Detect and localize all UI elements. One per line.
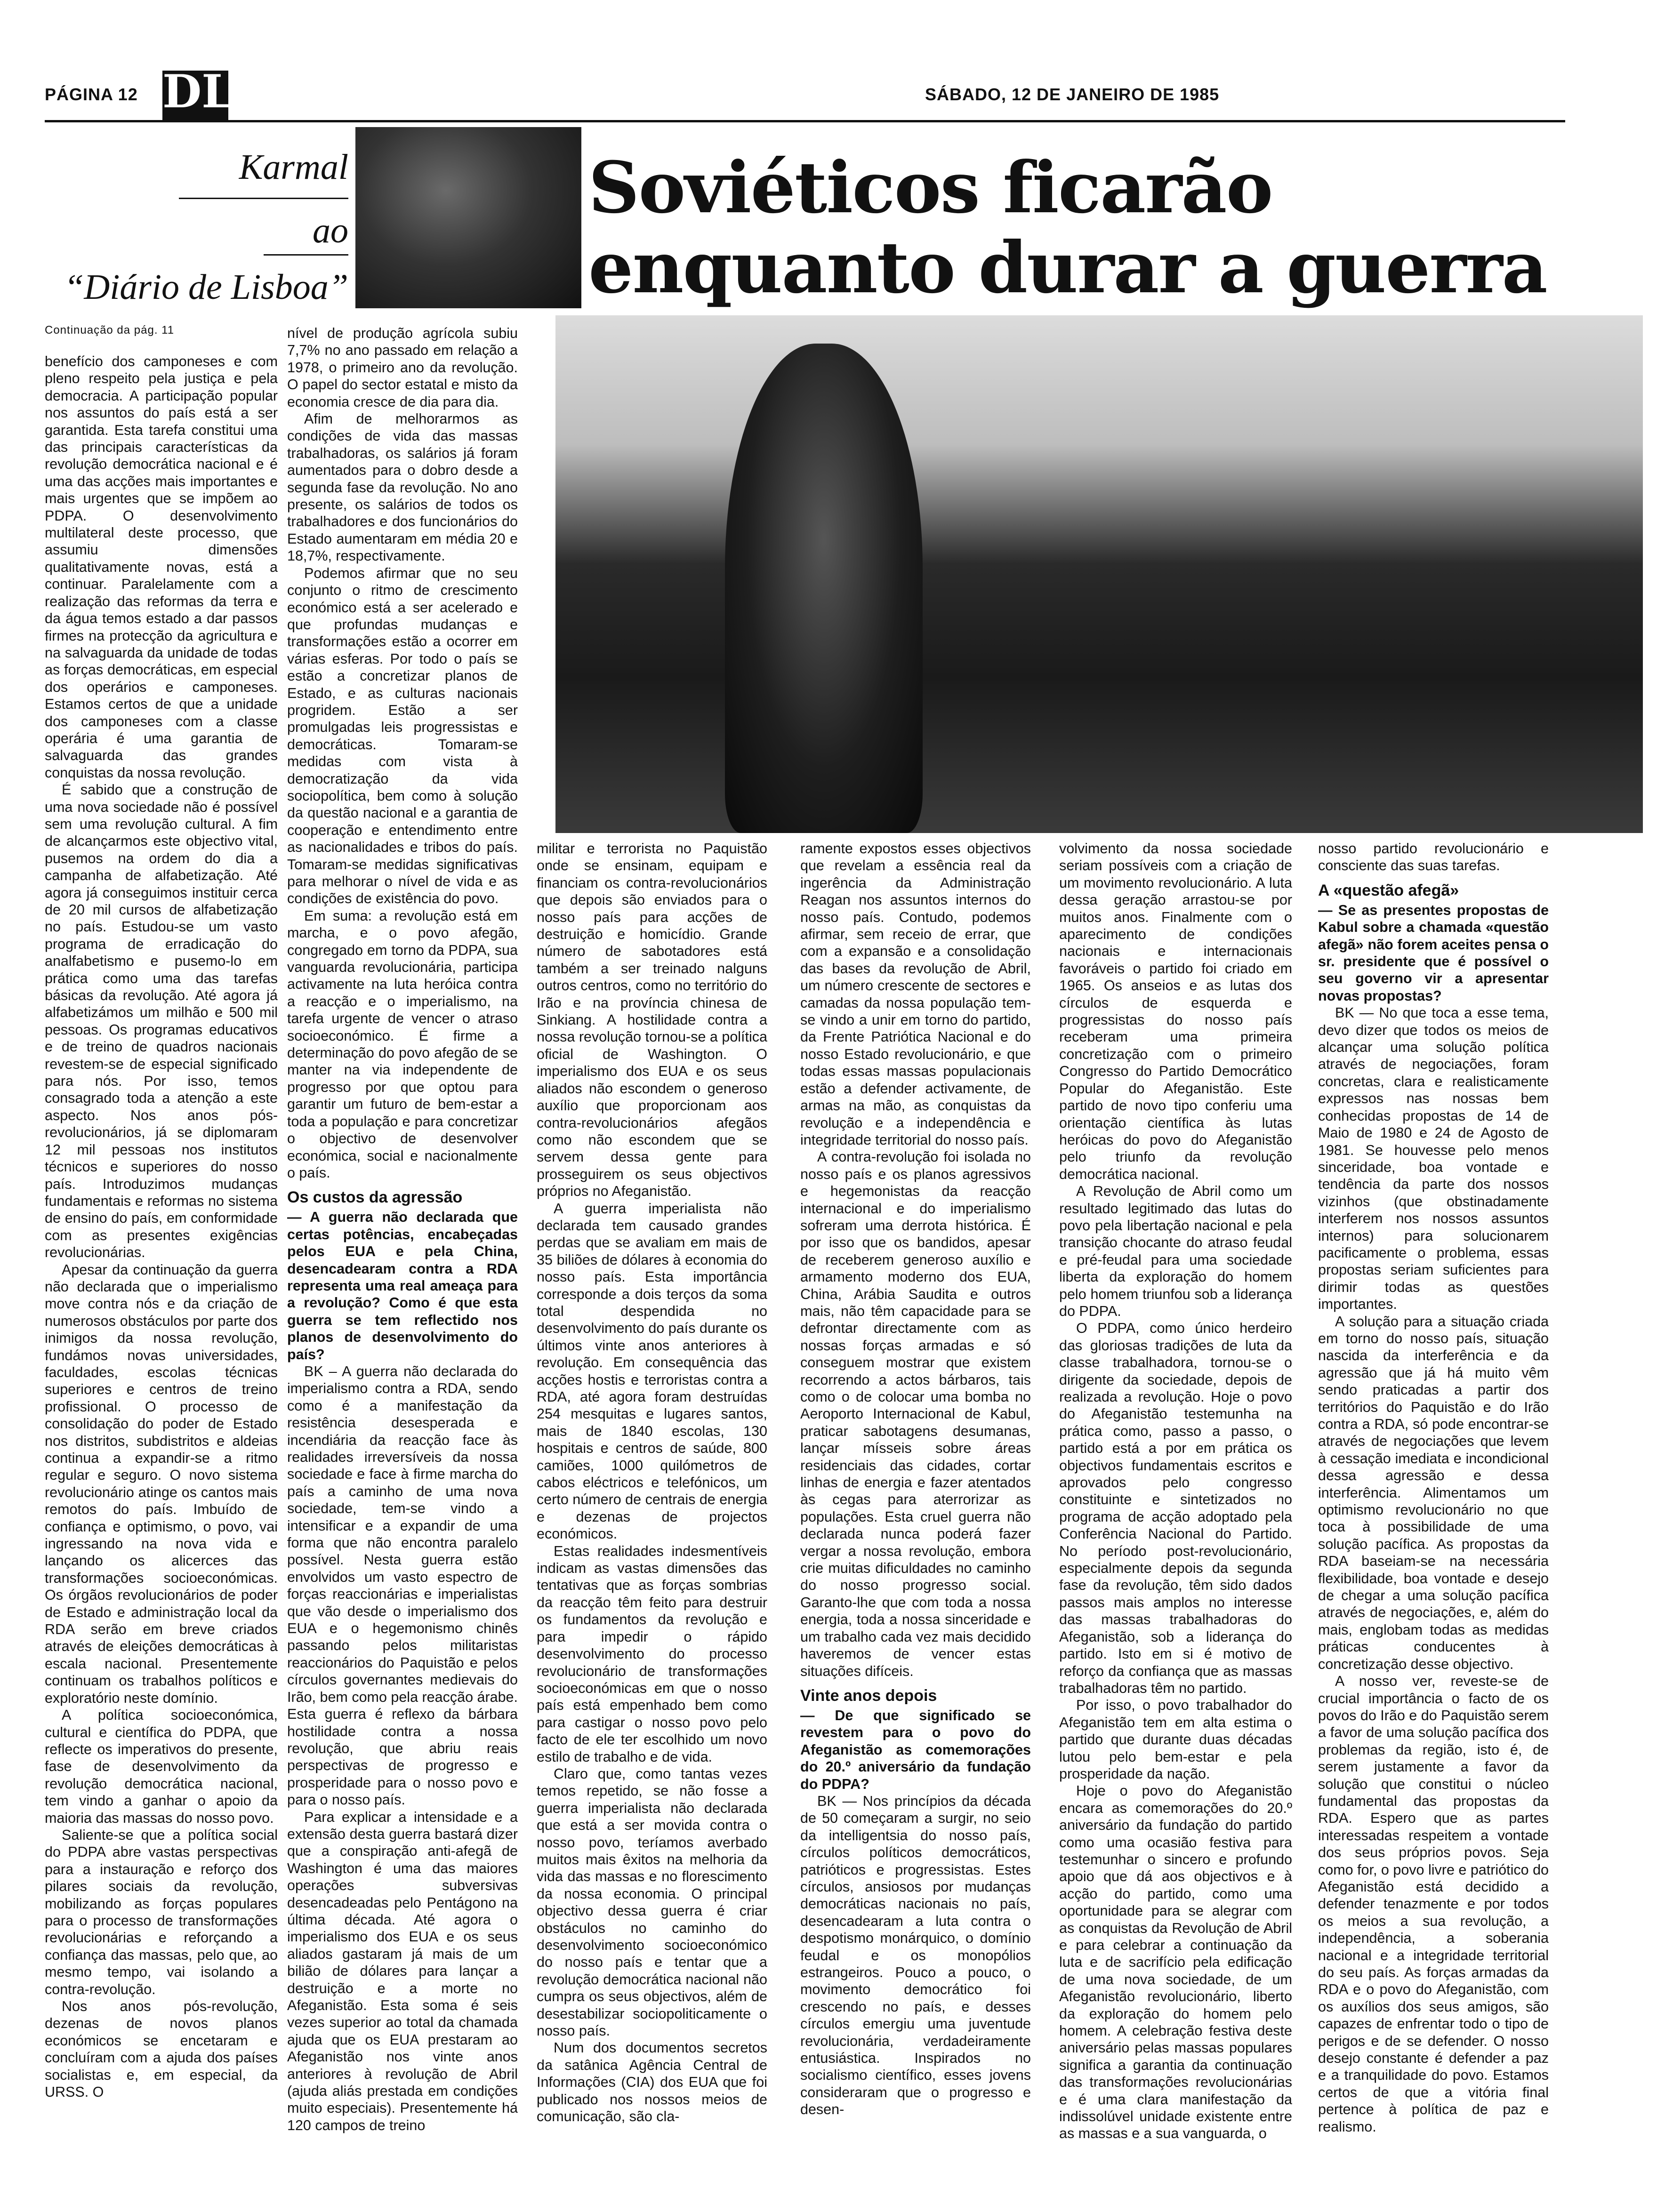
col1-para-1: benefício dos camponeses e com pleno respeito pela justiça e pela democracia. A participação popular nos assuntos do país está a ser garantida. Esta tarefa constitui uma das principais características da revolução democrática nacional e é uma das acções mais importantes e mais urgentes que se impõem ao PDPA. O desenvolvimento multilateral deste processo, que assumiu dimensões qualitativamente novas, está a continuar. Paralelamente com a realização das reformas da terra e da água temos estado a dar passos firmes na protecção da agricultura e na salvaguarda da unidade de todas as forças democráticas, em especial dos operários e camponeses. Estamos certos de que a unidade dos camponeses com a classe operária é uma garantia de salvaguarda das grandes conquistas da nossa revolução. xyxy=(45,353,278,781)
col1-para-4: A política socioeconómica, cultural e científica do PDPA, que reflecte os imperativos do presente, fase de desenvolvimento da revolução democrática nacional, tem vindo a ganhar o apoio da maioria das massas do nosso povo. xyxy=(45,1707,278,1826)
col3-para-5: Num dos documentos secretos da satânica Agência Central de Informações (CIA) dos EUA que foi publicado nos nossos meios de comunicação, são cla- xyxy=(537,2040,767,2125)
col1-para-6: Nos anos pós-revolução, dezenas de novos planos económicos se encetaram e concluíram com a ajuda dos países socialistas e, em especial, da URSS. O xyxy=(45,1998,278,2100)
question-vinte-anos: — De que significado se revestem para o povo do Afeganistão as comemorações do 20.º aniversário da fundação do PDPA? xyxy=(800,1707,1031,1792)
col1-para-2: É sabido que a construção de uma nova sociedade não é possível sem uma revolução cultural. A fim de alcançarmos este objectivo vital, pusemos na ordem do dia a campanha de alfabetização. Até agora já conseguimos instituir cerca de 20 mil cursos de alfabetização no país. Estudou-se um vasto programa de erradicação do analfabetismo e pusemo-lo em prática como uma das tarefas básicas da revolução. Até agora já alfabetizámos um milhão e 500 mil pessoas. Os programas educativos e de treino de quadros nacionais revestem-se de especial significado para nós. Por isso, temos consagrado toda a atenção a este aspecto. Nos anos pós-revolucionários, já se diplomaram 12 mil pessoas nos institutos técnicos e superiores do nosso país. Introduzimos mudanças fundamentais e reformas no sistema de ensino do país, em conformidade com as presentes exigências revolucionárias. xyxy=(45,782,278,1261)
article-column-3 xyxy=(537,840,767,2179)
col2-para-6: Para explicar a intensidade e a extensão desta guerra bastará dizer que a conspiração anti-afegã de Washington é uma das maiores operações subversivas desencadeadas pelo Pentágono na última década. Até agora o imperialismo dos EUA e os seus aliados gastaram já mais de um bilião de dólares para lançar a destruição e a morte no Afeganistão. Esta soma é seis vezes superior ao total da chamada ajuda que os EUA prestaram ao Afeganistão nos vinte anos anteriores à revolução de Abril (ajuda aliás prestada em condições muito especiais). Presentemente há 120 campos de treino xyxy=(287,1809,518,2133)
kicker-underline-2 xyxy=(264,254,348,256)
headline-line-1: Soviéticos ficarão xyxy=(588,146,1272,229)
main-photo xyxy=(555,315,1643,833)
question-questao-afega: — Se as presentes propostas de Kabul sobre a chamada «questão afegã» não forem aceites pensa o sr. presidente que é possível o seu governo vir a apresentar novas propostas? xyxy=(1318,902,1549,1004)
newspaper-logo: DL xyxy=(162,71,228,122)
portrait-photo xyxy=(355,127,581,308)
col4-para-1: ramente expostos esses objectivos que revelam a essência real da ingerência da Administração Reagan nos assuntos internos do nosso país. Contudo, podemos afirmar, sem receio de errar, que com a expansão e a consolidação das bases da revolução de Abril, um número crescente de sectores e camadas da nossa população tem-se vindo a unir em torno do partido, da Frente Patriótica Nacional e do nosso Estado revolucionário, e que todas essas massas populacionais estão a defender activamente, de armas na mão, as conquistas da revolução e a independência e integridade territorial do nosso país. xyxy=(800,841,1031,1148)
col5-para-1: volvimento da nossa sociedade seriam possíveis com a criação de um movimento revolucionário. A luta dessa geração arrastou-se por muitos anos. Finalmente com o aparecimento de condições nacionais e internacionais favoráveis o partido foi criado em 1965. Os anseios e as lutas dos círculos de esquerda e progressistas do nosso país receberam uma primeira concretização com o primeiro Congresso do Partido Democrático Popular do Afeganistão. Este partido de novo tipo conferiu uma orientação científica às lutas heróicas do povo do Afeganistão pelo triunfo da revolução democrática nacional. xyxy=(1059,841,1292,1182)
col4-para-3: BK — Nos princípios da década de 50 começaram a surgir, no seio da intelligentsia do nosso país, círculos políticos democráticos, patrióticos e progressistas. Estes círculos, ansiosos por mudanças democráticas nacionais no país, desencadearam a luta contra o despotismo monárquico, o domínio feudal e os monopólios estrangeiros. Pouco a pouco, o movimento democrático foi crescendo no país, e desses círculos emergiu uma juventude revolucionária, verdadeiramente entusiástica. Inspirados no socialismo científico, esses jovens consideraram que o progresso e desen- xyxy=(800,1793,1031,2118)
col3-para-4: Claro que, como tantas vezes temos repetido, se não fosse a guerra imperialista não declarada que está a ser movida contra o nosso povo, teríamos averbado muitos mais êxitos na melhoria da vida das massas e no florescimento da nossa economia. O principal objectivo dessa guerra é criar obstáculos no caminho do desenvolvimento socioeconómico do nosso país e tentar que a revolução democrática nacional não cumpra os seus objectivos, além de desestabilizar sociopoliticamente o nosso país. xyxy=(537,1765,767,2039)
question-custos: — A guerra não declarada que certas potências, encabeçadas pelos EUA e pela China, desencadearam contra a RDA representa uma real ameaça para a revolução? Como é que esta guerra se tem reflectido nos planos de desenvolvimento do país? xyxy=(287,1209,518,1362)
col3-para-2: A guerra imperialista não declarada tem causado grandes perdas que se avaliam em mais de 35 biliões de dólares à economia do nosso país. Esta importância corresponde a dois terços da soma total despendida no desenvolvimento do país durante os últimos vinte anos anteriores à revolução. Em consequência das acções hostis e terroristas contra a RDA, até agora foram destruídas 254 mesquitas e lugares santos, mais de 1840 escolas, 130 hospitais e centros de saúde, 800 camiões, 1000 quilómetros de cabos eléctricos e telefónicos, um certo número de centrais de energia e dezenas de projectos económicos. xyxy=(537,1200,767,1542)
col3-para-3: Estas realidades indesmentíveis indicam as vastas dimensões das tentativas que as forças sombrias da reacção têm feito para destruir os fundamentos da revolução e para impedir o rápido desenvolvimento do processo revolucionário de transformações socioeconómicas em que o nosso país está empenhado bem como para castigar o nosso povo pelo facto de ele ter escolhido um novo estilo de trabalho e de vida. xyxy=(537,1543,767,1765)
kicker-line-3: “Diário de Lisboa” xyxy=(64,267,348,307)
col6-para-4: A nosso ver, reveste-se de crucial importância o facto de os povos do Irão e do Paquistão serem a favor de uma solução pacífica dos problemas da região, isto é, de serem justamente a favor da solução que constitui o núcleo fundamental das propostas da RDA. Espero que as partes interessadas respeitem a vontade dos seus próprios povos. Seja como for, o povo livre e patriótico do Afeganistão está decidido a defender tenazmente e por todos os meios a sua revolução, a independência, a soberania nacional e a integridade territorial do seu país. As forças armadas da RDA e o povo do Afeganistão, com os auxílios dos seus amigos, são capazes de enfrentar todo o tipo de perigos e de se defender. O nosso desejo constante é defender a paz e a tranquilidade do povo. Estamos certos de que a vitória final pertence à política de paz e realismo. xyxy=(1318,1673,1549,2135)
issue-date: SÁBADO, 12 DE JANEIRO DE 1985 xyxy=(925,85,1220,104)
col2-para-5: BK – A guerra não declarada do imperialismo contra a RDA, sendo como é a manifestação da resistência desesperada e incendiária da reacção face às realidades irreversíveis da nossa sociedade e face à firme marcha do país a caminho de uma nova sociedade, tem-se vindo a intensificar e a expandir de uma forma que não encontra paralelo possível. Nesta guerra estão envolvidos um vasto espectro de forças reaccionárias e imperialistas que vão desde o imperialismo dos EUA e o hegemonismo chinês passando pelos militaristas reaccionários do Paquistão e pelos círculos governantes medievais do Irão, bem como pela reacção árabe. Esta guerra é reflexo da bárbara hostilidade contra a nossa revolução, que abriu reais perspectivas de progresso e prosperidade para o nosso povo e para o nosso país. xyxy=(287,1363,518,1808)
article-column-4 xyxy=(800,840,1031,2179)
col3-para-1: militar e terrorista no Paquistão onde se ensinam, equipam e financiam os contra-revolucionários que depois são enviados para o nosso país para acções de destruição e homicídio. Grande número de sabotadores está também a ser treinado nalguns outros centros, como no território do Irão e na província chinesa de Sinkiang. A hostilidade contra a nossa revolução tornou-se a política oficial de Washington. O imperialismo dos EUA e os seus aliados não escondem o generoso auxílio que proporcionam aos contra-revolucionários afegãos como não escondem que se servem dessa gente para prosseguirem os seus objectivos próprios no Afeganistão. xyxy=(537,841,767,1200)
section-heading-questao-afega: A «questão afegã» xyxy=(1318,881,1459,899)
col2-para-3: Podemos afirmar que no seu conjunto o ritmo de crescimento económico está a ser acelerado e que profundas mudanças e transformações estão a ocorrer em várias esferas. Por todo o país se estão a concretizar planos de Estado, e as culturas nacionais progridem. Estão a ser promulgadas leis progressistas e democráticas. Tomaram-se medidas com vista à democratização da vida sociopolítica, bem como à solução da questão nacional e a garantia de cooperação e entendimento entre as nacionalidades e tribos do país. Tomaram-se medidas significativas para melhorar o nível de vida e as condições de existência do povo. xyxy=(287,565,518,907)
article-column-6 xyxy=(1318,840,1549,2179)
col5-para-2: A Revolução de Abril como um resultado legitimado das lutas do povo pela libertação nacional e pela transição chocante do atraso feudal e pré-feudal para uma sociedade liberta da exploração do homem pelo homem triunfou sob a liderança do PDPA. xyxy=(1059,1183,1292,1319)
kicker-line-2: ao xyxy=(313,211,348,250)
col6-para-1: nosso partido revolucionário e consciente das suas tarefas. xyxy=(1318,841,1549,874)
article-column-2 xyxy=(287,325,518,2179)
col2-para-4: Em suma: a revolução está em marcha, e o povo afegão, congregado em torno da PDPA, sua vanguarda revolucionária, participa activamente na luta heróica contra a reacção e o imperialismo, na tarefa urgente de vencer o atraso socioeconómico. É firme a determinação do povo afegão de se manter na via independente de progresso por que optou para garantir um futuro de bem-estar a toda a população e para concretizar o objectivo de desenvolver económica, social e nacionalmente o país. xyxy=(287,907,518,1181)
col1-para-5: Saliente-se que a política social do PDPA abre vastas perspectivas para a instauração e reforço dos pilares sociais da revolução, mobilizando as forças populares para o processo de transformações revolucionárias e reforçando a confiança das massas, pelo que, ao mesmo tempo, vai isolando a contra-revolução. xyxy=(45,1827,278,1997)
col5-para-4: Por isso, o povo trabalhador do Afeganistão tem em alta estima o partido que durante duas décadas lutou pelo bem-estar e pela prosperidade da nação. xyxy=(1059,1697,1292,1782)
article-column-5 xyxy=(1059,840,1292,2179)
section-heading-custos: Os custos da agressão xyxy=(287,1188,463,1207)
col5-para-3: O PDPA, como único herdeiro das gloriosas tradições de luta da classe trabalhadora, tornou-se o dirigente da sociedade, depois de realizada a revolução. Hoje o povo do Afeganistão testemunha na prática como, passo a passo, o partido está a por em prática os objectivos fundamentais escritos e aprovados pelo congresso constituinte e sintetizados no programa de acção adoptado pela Conferência Nacional do Partido. No período post-revolucionário, especialmente depois da segunda fase da revolução, têm sido dados passos mais amplos no interesse das massas trabalhadoras do Afeganistão, sob a liderança do partido. Isto em si é motivo de reforço da confiança que as massas trabalhadoras têm no partido. xyxy=(1059,1320,1292,1696)
col6-para-2: BK — No que toca a esse tema, devo dizer que todos os meios de alcançar uma solução política através de negociações, foram concretas, clara e realisticamente expressos nas nossas bem conhecidas propostas de 14 de Maio de 1980 e 24 de Agosto de 1981. Se houvesse pelo menos sinceridade, boa vontade e tendência da parte dos nossos vizinhos (que obstinadamente interferem nos nossos assuntos internos) para solucionarem pacificamente o problema, essas propostas seriam suficientes para dirimir todas as questões importantes. xyxy=(1318,1005,1549,1313)
col6-para-3: A solução para a situação criada em torno do nosso país, situação nascida da interferência e da agressão que já há muito vêm sendo praticadas a partir dos territórios do Paquistão e do Irão contra a RDA, só pode encontrar-se através de negociações que levem à cessação imediata e incondicional dessa agressão e dessa interferência. Alimentamos um optimismo revolucionário no que toca à possibilidade de uma solução pacífica. As propostas da RDA baseiam-se na necessária flexibilidade, boa vontade e desejo de chegar a uma solução pacífica através de negociações, e, além do mais, englobam todas as medidas práticas conducentes à concretização desse objectivo. xyxy=(1318,1313,1549,1672)
col2-para-2: Afim de melhorarmos as condições de vida das massas trabalhadoras, os salários já foram aumentados para o dobro desde a segunda fase da revolução. No ano presente, os salários de todos os trabalhadores e dos funcionários do Estado aumentaram em média 20 e 18,7%, respectivamente. xyxy=(287,411,518,564)
col1-para-3: Apesar da continuação da guerra não declarada que o imperialismo move contra nós e da criação de numerosos obstáculos por parte dos inimigos da nossa revolução, fundámos novas universidades, faculdades, escolas técnicas superiores e centros de treino profissional. O processo de consolidação do poder de Estado nos distritos, subdistritos e aldeias continua a expandir-se a ritmo regular e seguro. O novo sistema revolucionário atinge os cantos mais remotos do país. Imbuído de confiança e optimismo, o povo, vai ingressando na nova vida e lançando os alicerces das transformações socioeconómicas. Os órgãos revolucionários de poder de Estado e administração local da RDA serão em breve criados através de eleições democráticas à escala nacional. Presentemente continuam os trabalhos políticos e exploratório neste domínio. xyxy=(45,1261,278,1706)
kicker-underline xyxy=(179,198,348,199)
photo-soldier-figure xyxy=(725,344,923,833)
article-column-1 xyxy=(45,353,278,2179)
header-rule xyxy=(45,120,1565,122)
continuation-note: Continuação da pág. 11 xyxy=(45,324,175,337)
kicker-line-1: Karmal xyxy=(239,147,348,187)
col5-para-5: Hoje o povo do Afeganistão encara as comemorações do 20.º aniversário da fundação do partido como uma ocasião festiva para testemunhar o sincero e profundo apoio que dá aos objectivos e à acção do partido, como uma oportunidade para se alegrar com as conquistas da Revolução de Abril e para celebrar a continuação da luta e de sacrifício pela edificação de uma nova sociedade, de um Afeganistão revolucionário, liberto da exploração do homem pelo homem. A celebração festiva deste aniversário pelas massas populares significa a garantia da continuação das transformações revolucionárias e é uma clara manifestação da indissolúvel unidade existente entre as massas e a sua vanguarda, o xyxy=(1059,1783,1292,2142)
headline-line-2: enquanto durar a guerra xyxy=(588,226,1547,309)
col2-para-1: nível de produção agrícola subiu 7,7% no ano passado em relação a 1978, o primeiro ano da revolução. O papel do sector estatal e misto da economia cresce de dia para dia. xyxy=(287,325,518,410)
page-number-label: PÁGINA 12 xyxy=(45,85,138,104)
col4-para-2: A contra-revolução foi isolada no nosso país e os planos agressivos e hegemonistas da reacção internacional e do imperialismo sofreram uma derrota histórica. É por isso que os bandidos, apesar de receberem generoso auxílio e armamento moderno dos EUA, China, Arábia Saudita e outros mais, não têm capacidade para se defrontar directamente com as nossas forças armadas e só conseguem mostrar que existem recorrendo a actos bárbaros, tais como o de colocar uma bomba no Aeroporto Internacional de Kabul, praticar sabotagens desumanas, lançar mísseis sobre áreas residenciais das cidades, cortar linhas de energia e fazer atentados às cegas para aterrorizar as populações. Esta cruel guerra não declarada nunca poderá fazer vergar a nossa revolução, embora crie muitas dificuldades no caminho do nosso progresso social. Garanto-lhe que com toda a nossa energia, toda a nossa sinceridade e um trabalho cada vez mais decidido haveremos de vencer estas situações difíceis. xyxy=(800,1149,1031,1679)
section-heading-vinte-anos: Vinte anos depois xyxy=(800,1686,937,1705)
